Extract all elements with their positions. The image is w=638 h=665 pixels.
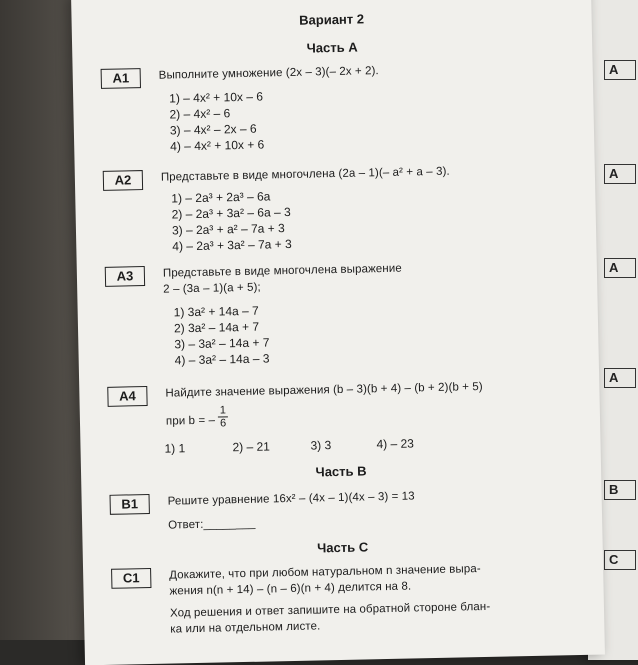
task-instruction: Ход решения и ответ запишите на обратной стороне блан- [169, 600, 491, 620]
task-question: Докажите, что при любом натуральном n значение выра- [169, 563, 481, 582]
answer-option: 3) – 4x² – 2x – 6 [169, 121, 257, 138]
part-a-title: Часть А [306, 39, 358, 56]
answer-option: 2) 3a² – 14a + 7 [173, 319, 260, 336]
task-condition: при b = – [165, 414, 216, 428]
task-a4 [107, 377, 587, 456]
answer-option: 1) – 4x² + 10x – 6 [169, 89, 264, 106]
answer-option: 4) – 2a³ + 3a² – 7a + 3 [172, 236, 292, 254]
task-c1 [111, 559, 591, 636]
task-question: жения n(n + 14) – (n – 6)(n + 4) делится на 8. [169, 580, 412, 598]
answer-option: 1) 3a² + 14a – 7 [173, 303, 259, 320]
task-question: Выполните умножение (2x – 3)(– 2x + 2). [158, 65, 379, 82]
task-question: Решите уравнение 16x² – (4x – 1)(4x – 3) = 13 [167, 490, 415, 508]
next-sheet-tag: А [604, 60, 636, 80]
worksheet [71, 0, 605, 665]
answer-option: 1) 1 [164, 441, 186, 456]
next-sheet-tag: А [604, 368, 636, 388]
task-tag: А1 [101, 68, 141, 89]
task-a2 [103, 161, 583, 254]
answer-option: 3) – 3a² – 14a + 7 [174, 335, 270, 352]
next-sheet-tag: А [604, 164, 636, 184]
task-tag: С1 [111, 568, 151, 589]
task-tag: А2 [103, 170, 143, 191]
task-question: Представьте в виде многочлена (2a – 1)(– a² + a – 3). [160, 165, 450, 184]
variant-title: Вариант 2 [299, 11, 365, 28]
fraction-value: $\frac{1}{6}$ [219, 404, 227, 430]
next-sheet-tag: А [604, 258, 636, 278]
answer-option: 4) – 3a² – 14a – 3 [174, 351, 270, 368]
task-a1 [101, 59, 581, 154]
answer-option: 3) 3 [310, 438, 332, 453]
task-tag: А3 [105, 266, 145, 287]
part-b-title: Часть В [315, 463, 367, 480]
part-c-title: Часть С [317, 539, 369, 556]
task-a3 [105, 257, 585, 368]
task-expression: 2 – (3a – 1)(a + 5); [163, 281, 261, 296]
next-sheet-tag: С [604, 550, 636, 570]
task-tag: А4 [107, 386, 147, 407]
task-question: Найдите значение выражения (b – 3)(b + 4) – (b + 2)(b + 5) [165, 380, 483, 400]
answer-option: 4) – 4x² + 10x + 6 [170, 137, 265, 154]
next-sheet-tag: В [604, 480, 636, 500]
answer-option: 2) – 4x² – 6 [169, 106, 231, 122]
task-instruction: ка или на отдельном листе. [170, 620, 321, 636]
answer-option: 1) – 2a³ + 2a³ – 6a [171, 189, 271, 206]
answer-option: 2) – 2a³ + 3a² – 6a – 3 [171, 204, 291, 222]
answer-option: 2) – 21 [232, 439, 271, 455]
task-question: Представьте в виде многочлена выражение [162, 262, 402, 280]
task-tag: В1 [110, 494, 150, 515]
answer-line: Ответ:________ [168, 517, 256, 532]
answer-option: 4) – 23 [376, 436, 415, 452]
answer-option: 3) – 2a³ + a² – 7a + 3 [171, 221, 285, 238]
task-b1 [110, 485, 590, 532]
